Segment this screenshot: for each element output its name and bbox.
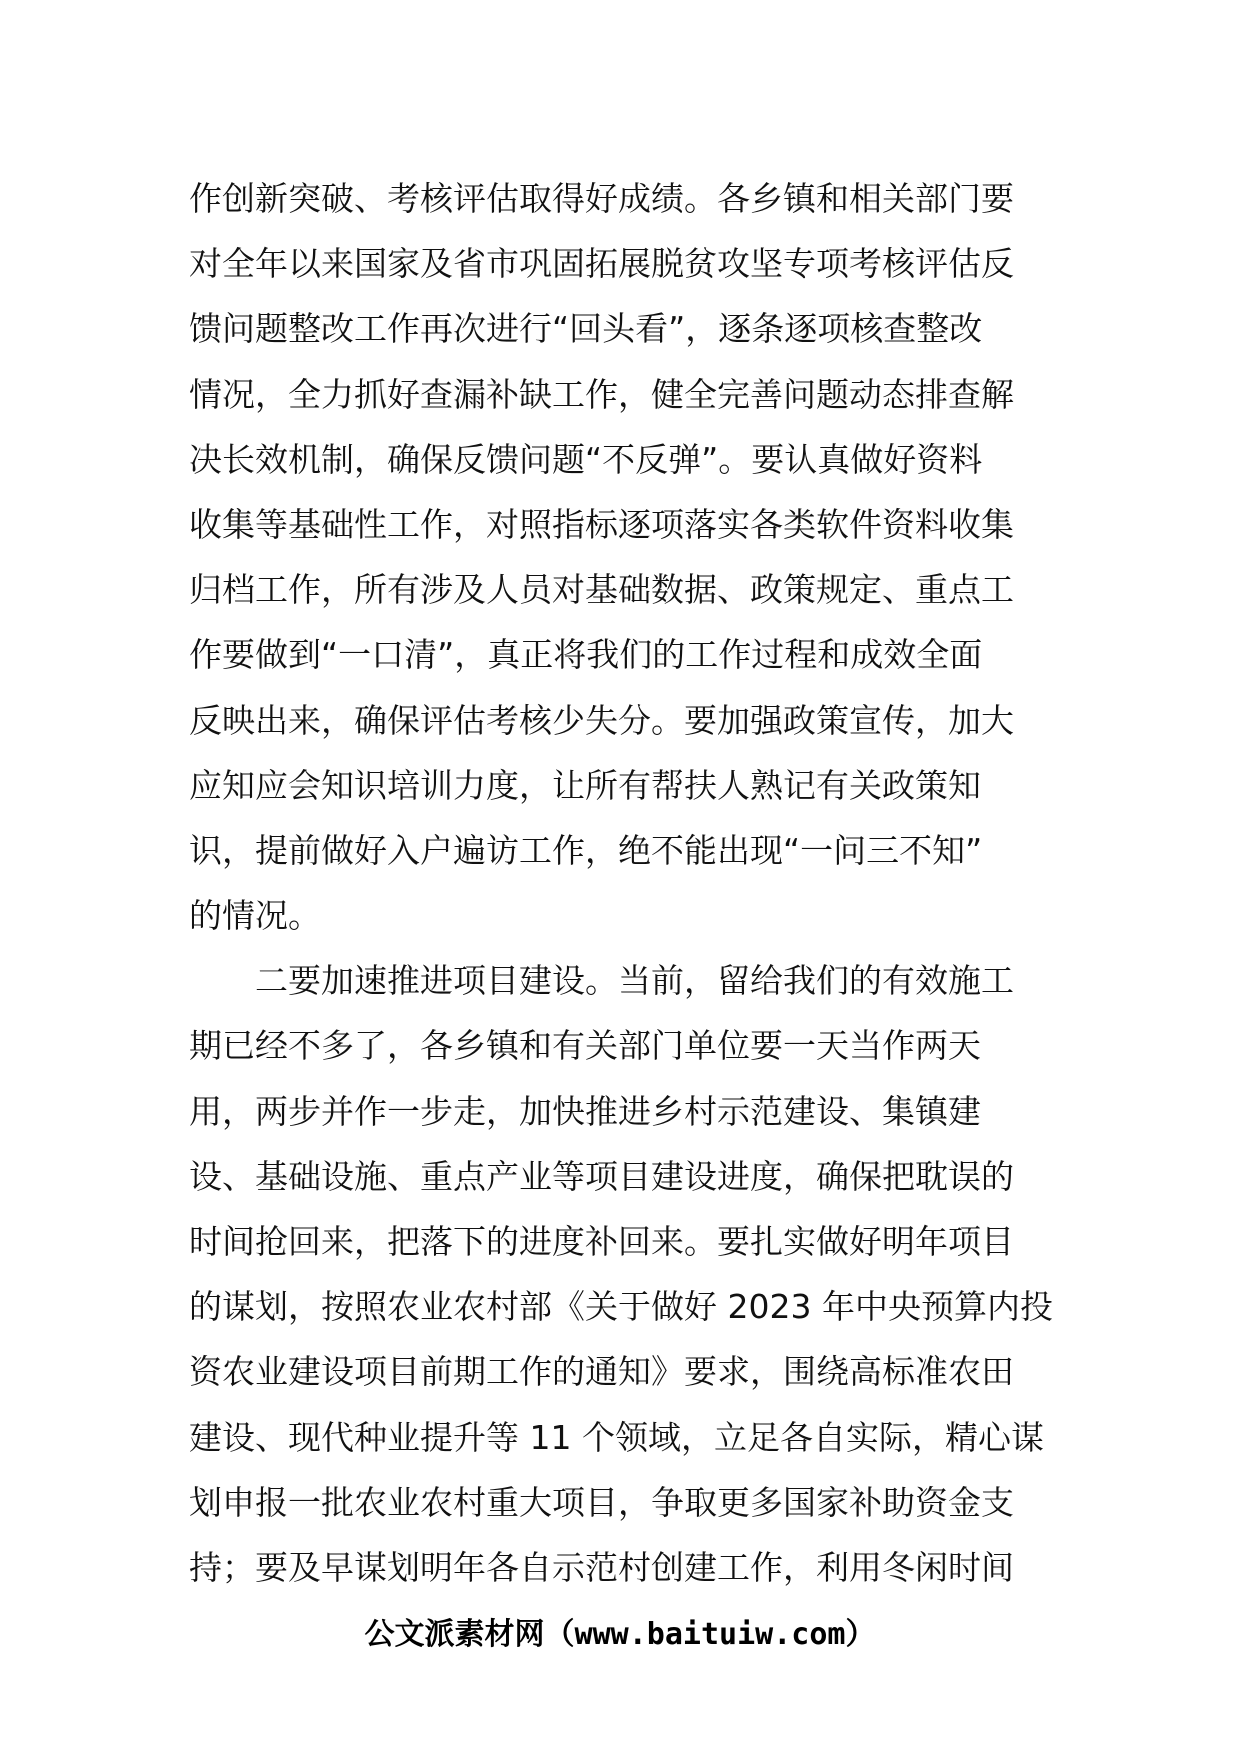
text-line: 持；要及早谋划明年各自示范村创建工作，利用冬闲时间	[189, 1547, 1014, 1587]
text-line: 用，两步并作一步走，加快推进乡村示范建设、集镇建	[189, 1091, 981, 1131]
text-line: 期已经不多了，各乡镇和有关部门单位要一天当作两天	[189, 1026, 981, 1066]
paragraph-start-line: 二要加速推进项目建设。当前，留给我们的有效施工	[255, 961, 1014, 1001]
text-line: 馈问题整改工作再次进行“回头看”，逐条逐项核查整改	[189, 309, 983, 349]
text-line: 资农业建设项目前期工作的通知》要求，围绕高标准农田	[189, 1352, 1014, 1392]
text-line: 应知应会知识培训力度，让所有帮扶人熟记有关政策知	[189, 765, 981, 805]
text-line: 反映出来，确保评估考核少失分。要加强政策宣传，加大	[189, 700, 1014, 740]
text-line: 归档工作，所有涉及人员对基础数据、政策规定、重点工	[189, 570, 1014, 610]
text-line: 划申报一批农业农村重大项目，争取更多国家补助资金支	[189, 1482, 1014, 1522]
text-line: 时间抢回来，把落下的进度补回来。要扎实做好明年项目	[189, 1222, 1014, 1261]
text-line: 对全年以来国家及省市巩固拓展脱贫攻坚专项考核评估反	[189, 244, 1014, 284]
footer-watermark: 公文派素材网（www.baituiw.com）	[364, 1617, 876, 1652]
text-line: 情况，全力抓好查漏补缺工作，健全完善问题动态排查解	[189, 374, 1014, 414]
text-line: 的谋划，按照农业农村部《关于做好 2023 年中央预算内投	[189, 1287, 1053, 1327]
text-line: 识，提前做好入户遍访工作，绝不能出现“一问三不知”	[189, 830, 983, 870]
text-line: 设、基础设施、重点产业等项目建设进度，确保把耽误的	[189, 1156, 1014, 1196]
text-line: 收集等基础性工作，对照指标逐项落实各类软件资料收集	[189, 504, 1014, 544]
text-line: 的情况。	[189, 896, 321, 936]
text-line: 建设、现代种业提升等 11 个领域，立足各自实际，精心谋	[189, 1417, 1044, 1457]
text-line: 决长效机制，确保反馈问题“不反弹”。要认真做好资料	[189, 439, 983, 479]
text-line: 作创新突破、考核评估取得好成绩。各乡镇和相关部门要	[189, 179, 1014, 218]
text-line: 作要做到“一口清”，真正将我们的工作过程和成效全面	[189, 635, 983, 675]
body-text	[189, 166, 1059, 1600]
